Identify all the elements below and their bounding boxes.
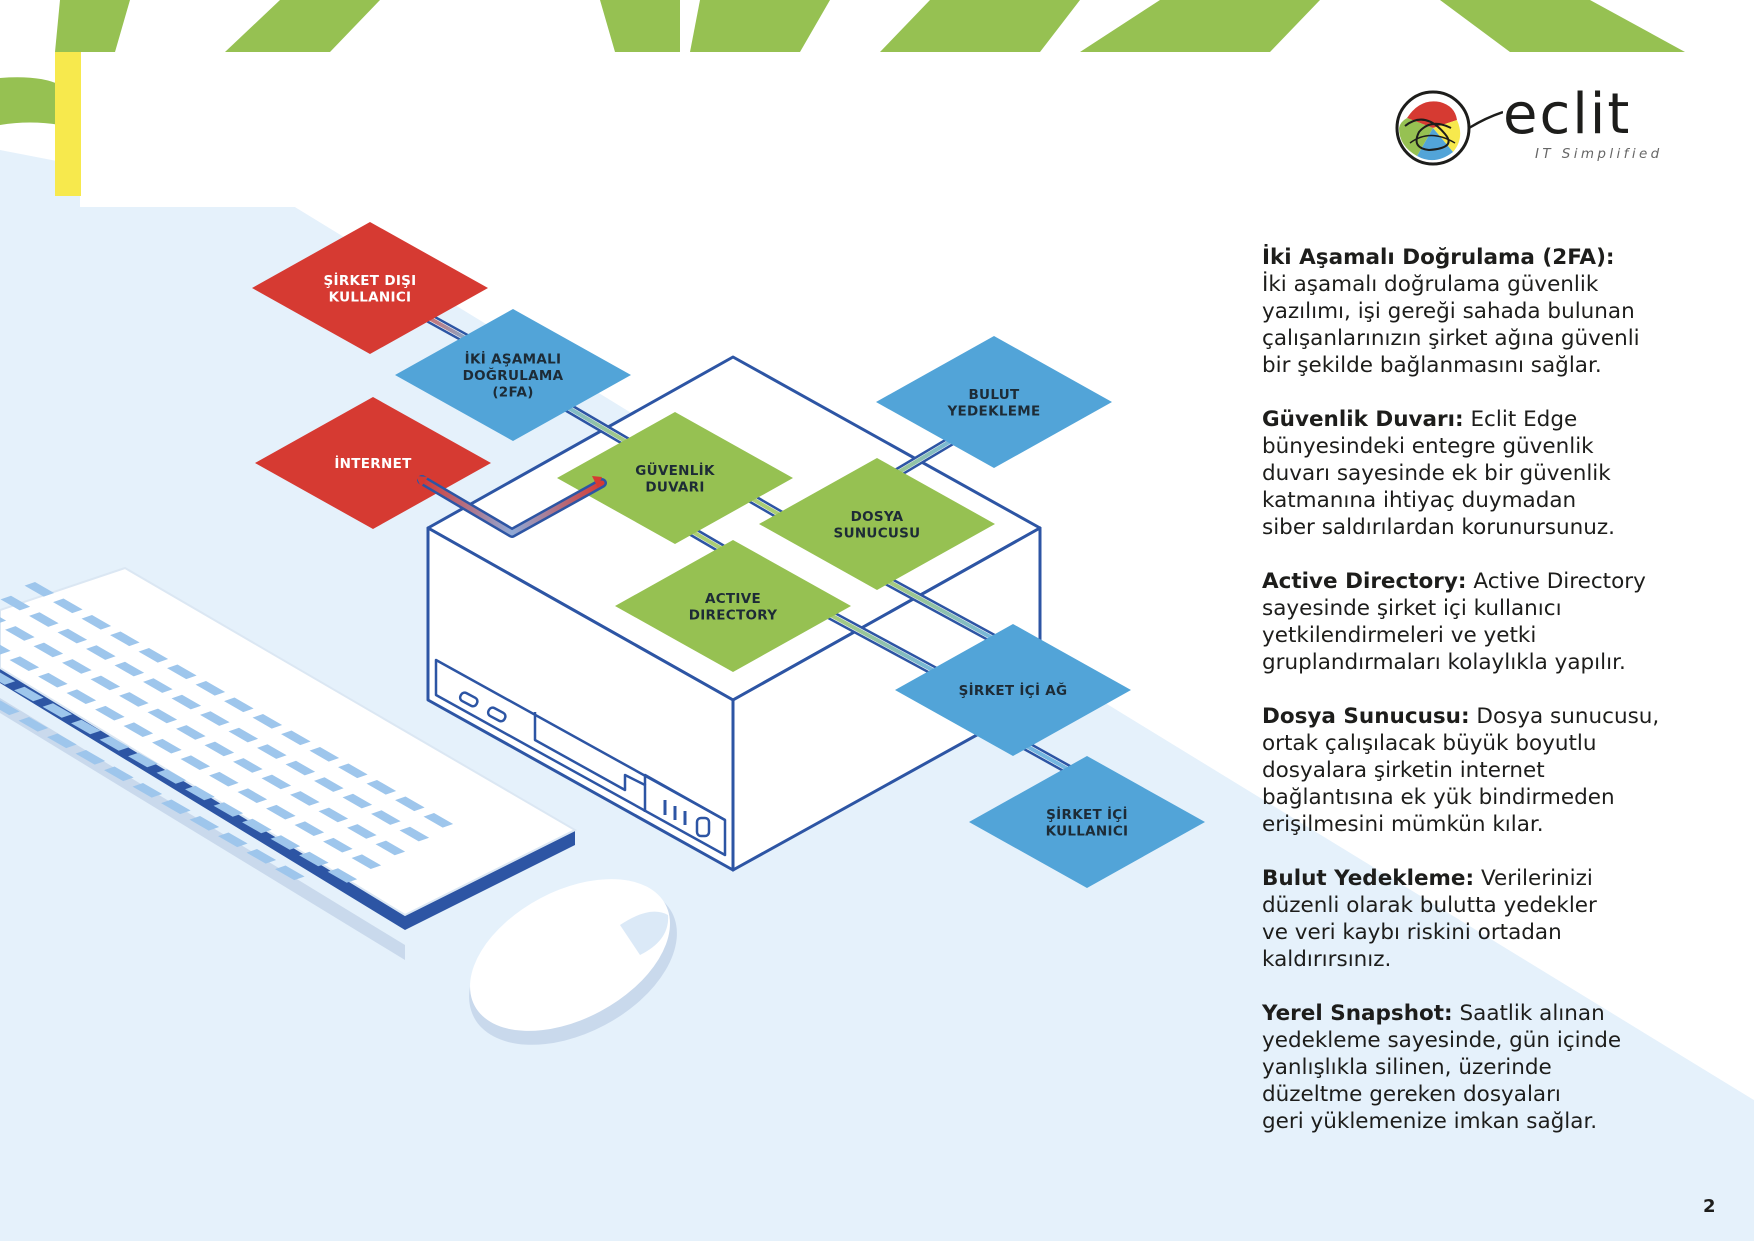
node-label-line: SUNUCUSU bbox=[833, 525, 921, 542]
description-cloud-backup bbox=[1262, 865, 1702, 973]
logo-wordmark: eclit bbox=[1503, 82, 1632, 147]
logo-mark-icon bbox=[1385, 88, 1503, 174]
node-label-line: ŞİRKET İÇİ bbox=[1046, 806, 1128, 823]
description-local-snapshot bbox=[1262, 1000, 1702, 1135]
node-label-line: GÜVENLİK bbox=[635, 462, 715, 479]
node-label-line: KULLANICI bbox=[328, 289, 412, 306]
node-label-line: DOSYA bbox=[850, 508, 904, 525]
description-title: Dosya Sunucusu: bbox=[1262, 704, 1470, 729]
description-text: Saatlik alınan yedekleme sayesinde, gün içinde yanlışlıkla silinen, üzerinde düzeltme gereken dosyaları geri yüklemenize imkan sağlar. bbox=[1262, 1001, 1622, 1134]
node-label-line: İKİ AŞAMALI bbox=[464, 351, 562, 368]
description-title: Yerel Snapshot: bbox=[1262, 1001, 1453, 1026]
page-number: 2 bbox=[1703, 1196, 1716, 1217]
description-text: Active Directory sayesinde şirket içi kullanıcı yetkilendirmeleri ve yetki gruplandırmaları kolaylıkla yapılır. bbox=[1262, 569, 1646, 675]
node-label-line: İNTERNET bbox=[334, 456, 412, 472]
node-label-line: ŞİRKET DIŞI bbox=[323, 272, 417, 289]
node-label-line: ŞİRKET İÇİ AĞ bbox=[958, 683, 1068, 699]
node-label-line: KULLANICI bbox=[1045, 823, 1129, 840]
description-title: Güvenlik Duvarı: bbox=[1262, 407, 1464, 432]
description-text: Verilerinizi düzenli olarak bulutta yedekler ve veri kaybı riskini ortadan kaldırırsınız. bbox=[1262, 866, 1597, 972]
node-label-line: (2FA) bbox=[492, 384, 534, 401]
node-label-line: DIRECTORY bbox=[688, 607, 778, 624]
description-title: İki Aşamalı Doğrulama (2FA): bbox=[1262, 245, 1615, 270]
feature-descriptions bbox=[1262, 244, 1702, 1162]
description-active-directory bbox=[1262, 568, 1702, 676]
description-title: Active Directory: bbox=[1262, 569, 1467, 594]
description-title: Bulut Yedekleme: bbox=[1262, 866, 1475, 891]
node-label-line: ACTIVE bbox=[704, 590, 762, 607]
logo-tagline: IT Simplified bbox=[1535, 146, 1663, 162]
description-text: Eclit Edge bünyesindeki entegre güvenlik duvarı sayesinde ek bir güvenlik katmanına ihtiyaç duymadan siber saldırılardan korunursunuz. bbox=[1262, 407, 1615, 540]
node-label-line: DUVARI bbox=[645, 479, 705, 496]
node-label-line: DOĞRULAMA bbox=[462, 368, 564, 384]
eclit-logo bbox=[1385, 82, 1675, 174]
description-firewall bbox=[1262, 406, 1702, 541]
description-text: Dosya sunucusu, ortak çalışılacak büyük boyutlu dosyalara şirketin internet bağlantısına ek yük bindirmeden erişilmesini mümkün kılar. bbox=[1262, 704, 1660, 837]
description-2fa bbox=[1262, 244, 1702, 379]
description-text: İki aşamalı doğrulama güvenlik yazılımı, işi gereği sahada bulunan çalışanlarınızın şirket ağına güvenli bir şekilde bağlanmasını sağlar. bbox=[1262, 272, 1640, 378]
description-file-server bbox=[1262, 703, 1702, 838]
node-label-line: BULUT bbox=[968, 386, 1020, 403]
node-label-line: YEDEKLEME bbox=[947, 403, 1041, 420]
